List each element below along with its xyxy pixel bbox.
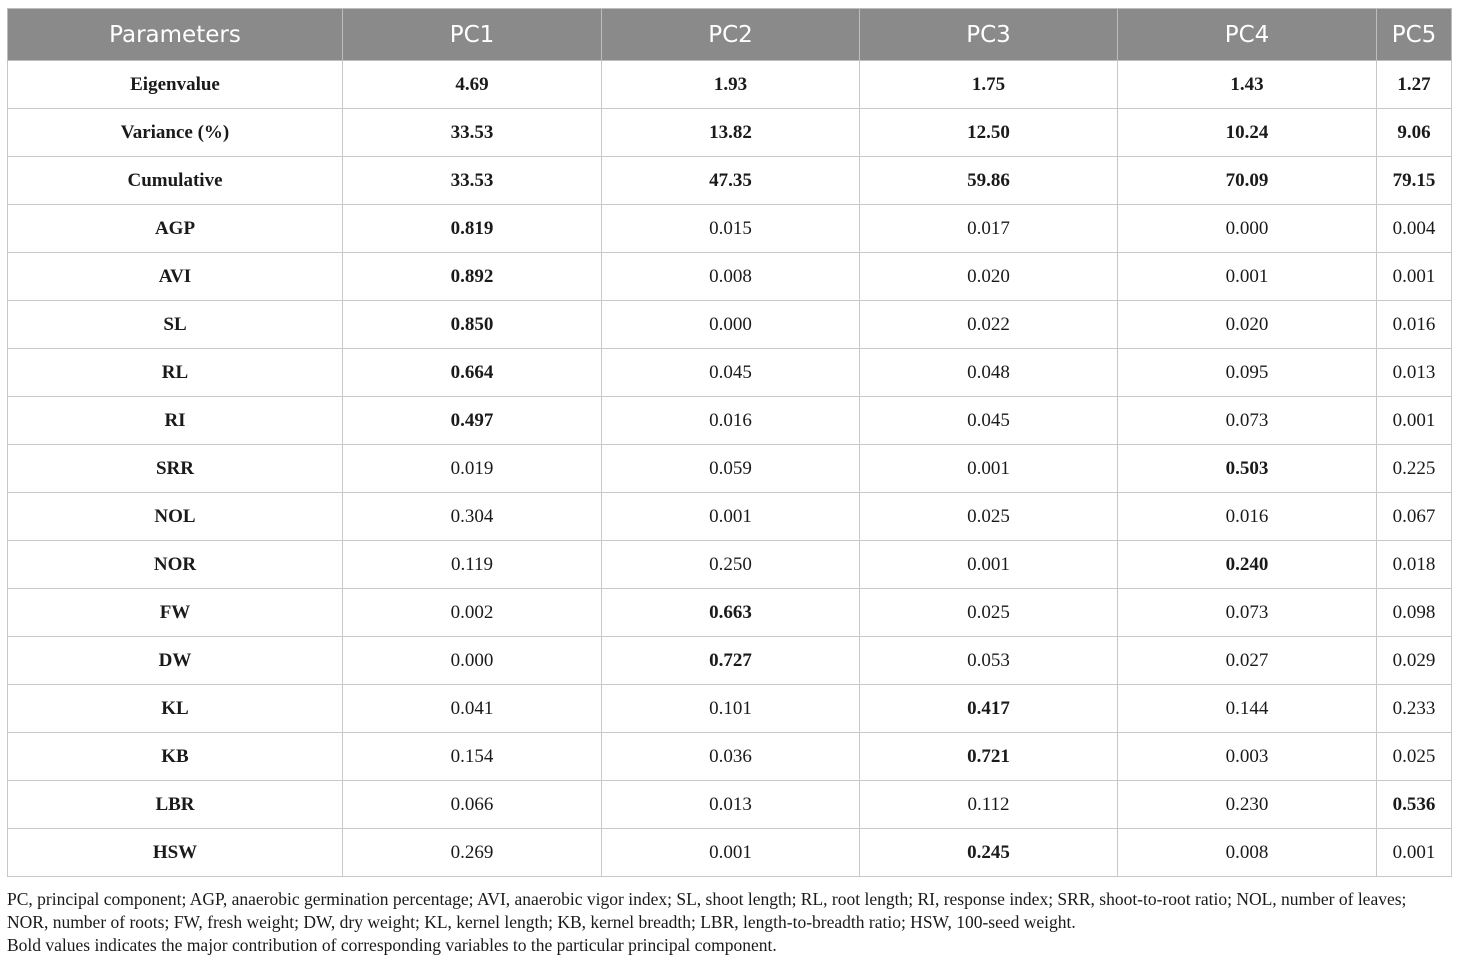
cell-pc5: 0.098 <box>1377 589 1452 637</box>
header-pc4: PC4 <box>1118 9 1377 61</box>
cell-pc1: 4.69 <box>343 61 602 109</box>
cell-pc3: 0.001 <box>860 541 1118 589</box>
cell-pc1: 0.497 <box>343 397 602 445</box>
row-label: Variance (%) <box>8 109 343 157</box>
abbreviations-note: PC, principal component; AGP, anaerobic germination percentage; AVI, anaerobic vigor index; SL, shoot length; RL, root length; RI, response index; SRR, shoot-to-root ratio; NOL, number of leaves; NOR, number of roots; FW, fresh weight; DW, dry weight; KL, kernel length; KB, kernel breadth; LBR, length-to-breadth ratio; HSW, 100-seed weight. <box>7 889 1407 932</box>
cell-pc2: 13.82 <box>602 109 860 157</box>
row-label: KL <box>8 685 343 733</box>
cell-pc5: 0.067 <box>1377 493 1452 541</box>
cell-pc2: 0.101 <box>602 685 860 733</box>
table-row <box>8 397 1452 445</box>
cell-pc3: 0.245 <box>860 829 1118 877</box>
cell-pc2: 0.013 <box>602 781 860 829</box>
cell-pc5: 0.001 <box>1377 253 1452 301</box>
header-pc1: PC1 <box>343 9 602 61</box>
row-label: RI <box>8 397 343 445</box>
cell-pc1: 0.119 <box>343 541 602 589</box>
cell-pc3: 0.025 <box>860 493 1118 541</box>
row-label: SL <box>8 301 343 349</box>
cell-pc5: 0.025 <box>1377 733 1452 781</box>
row-label: FW <box>8 589 343 637</box>
table-row <box>8 589 1452 637</box>
row-label: AGP <box>8 205 343 253</box>
pca-table <box>7 8 1452 877</box>
bold-values-note: Bold values indicates the major contribution of corresponding variables to the particular principal component. <box>7 935 777 955</box>
cell-pc3: 0.020 <box>860 253 1118 301</box>
cell-pc5: 0.013 <box>1377 349 1452 397</box>
cell-pc1: 33.53 <box>343 157 602 205</box>
cell-pc3: 0.721 <box>860 733 1118 781</box>
cell-pc4: 0.003 <box>1118 733 1377 781</box>
row-label: DW <box>8 637 343 685</box>
cell-pc4: 0.073 <box>1118 397 1377 445</box>
cell-pc4: 0.008 <box>1118 829 1377 877</box>
row-label: HSW <box>8 829 343 877</box>
cell-pc2: 47.35 <box>602 157 860 205</box>
cell-pc3: 0.017 <box>860 205 1118 253</box>
header-pc2: PC2 <box>602 9 860 61</box>
cell-pc2: 0.000 <box>602 301 860 349</box>
row-label: Cumulative <box>8 157 343 205</box>
header-pc5: PC5 <box>1377 9 1452 61</box>
cell-pc5: 0.225 <box>1377 445 1452 493</box>
cell-pc5: 0.018 <box>1377 541 1452 589</box>
cell-pc1: 0.002 <box>343 589 602 637</box>
header-pc3: PC3 <box>860 9 1118 61</box>
cell-pc4: 0.027 <box>1118 637 1377 685</box>
table-row <box>8 349 1452 397</box>
cell-pc1: 0.154 <box>343 733 602 781</box>
cell-pc1: 0.304 <box>343 493 602 541</box>
cell-pc5: 0.029 <box>1377 637 1452 685</box>
table-row <box>8 829 1452 877</box>
cell-pc4: 0.095 <box>1118 349 1377 397</box>
table-header-row <box>8 9 1452 61</box>
table-row <box>8 637 1452 685</box>
cell-pc4: 0.073 <box>1118 589 1377 637</box>
cell-pc3: 1.75 <box>860 61 1118 109</box>
cell-pc2: 1.93 <box>602 61 860 109</box>
row-label: RL <box>8 349 343 397</box>
table-row <box>8 685 1452 733</box>
pca-table-container <box>7 8 1451 877</box>
table-row <box>8 493 1452 541</box>
table-row <box>8 157 1452 205</box>
cell-pc1: 0.000 <box>343 637 602 685</box>
cell-pc2: 0.016 <box>602 397 860 445</box>
cell-pc2: 0.045 <box>602 349 860 397</box>
row-label: AVI <box>8 253 343 301</box>
cell-pc2: 0.015 <box>602 205 860 253</box>
table-row <box>8 445 1452 493</box>
cell-pc3: 12.50 <box>860 109 1118 157</box>
cell-pc3: 0.417 <box>860 685 1118 733</box>
table-row <box>8 733 1452 781</box>
cell-pc1: 0.819 <box>343 205 602 253</box>
cell-pc4: 0.001 <box>1118 253 1377 301</box>
cell-pc1: 0.892 <box>343 253 602 301</box>
cell-pc4: 70.09 <box>1118 157 1377 205</box>
cell-pc4: 10.24 <box>1118 109 1377 157</box>
cell-pc2: 0.008 <box>602 253 860 301</box>
cell-pc2: 0.036 <box>602 733 860 781</box>
cell-pc1: 0.066 <box>343 781 602 829</box>
cell-pc5: 0.001 <box>1377 397 1452 445</box>
row-label: NOL <box>8 493 343 541</box>
cell-pc3: 0.025 <box>860 589 1118 637</box>
cell-pc1: 33.53 <box>343 109 602 157</box>
cell-pc4: 0.016 <box>1118 493 1377 541</box>
table-row <box>8 205 1452 253</box>
row-label: NOR <box>8 541 343 589</box>
cell-pc3: 0.045 <box>860 397 1118 445</box>
row-label: KB <box>8 733 343 781</box>
cell-pc5: 0.233 <box>1377 685 1452 733</box>
cell-pc5: 0.001 <box>1377 829 1452 877</box>
cell-pc1: 0.019 <box>343 445 602 493</box>
table-row <box>8 541 1452 589</box>
cell-pc5: 0.004 <box>1377 205 1452 253</box>
cell-pc1: 0.269 <box>343 829 602 877</box>
cell-pc5: 1.27 <box>1377 61 1452 109</box>
row-label: LBR <box>8 781 343 829</box>
table-row <box>8 253 1452 301</box>
cell-pc1: 0.041 <box>343 685 602 733</box>
cell-pc3: 0.001 <box>860 445 1118 493</box>
cell-pc4: 1.43 <box>1118 61 1377 109</box>
table-footnotes <box>7 888 1451 957</box>
cell-pc3: 0.053 <box>860 637 1118 685</box>
table-row <box>8 109 1452 157</box>
cell-pc2: 0.727 <box>602 637 860 685</box>
cell-pc3: 0.048 <box>860 349 1118 397</box>
table-row <box>8 301 1452 349</box>
cell-pc4: 0.000 <box>1118 205 1377 253</box>
cell-pc3: 59.86 <box>860 157 1118 205</box>
cell-pc4: 0.230 <box>1118 781 1377 829</box>
cell-pc2: 0.663 <box>602 589 860 637</box>
row-label: Eigenvalue <box>8 61 343 109</box>
cell-pc1: 0.664 <box>343 349 602 397</box>
cell-pc5: 0.016 <box>1377 301 1452 349</box>
cell-pc5: 79.15 <box>1377 157 1452 205</box>
cell-pc3: 0.112 <box>860 781 1118 829</box>
cell-pc4: 0.020 <box>1118 301 1377 349</box>
table-row <box>8 781 1452 829</box>
cell-pc4: 0.240 <box>1118 541 1377 589</box>
table-row <box>8 61 1452 109</box>
cell-pc2: 0.059 <box>602 445 860 493</box>
cell-pc2: 0.001 <box>602 829 860 877</box>
cell-pc2: 0.250 <box>602 541 860 589</box>
table-body <box>8 61 1452 877</box>
cell-pc5: 0.536 <box>1377 781 1452 829</box>
cell-pc4: 0.503 <box>1118 445 1377 493</box>
cell-pc5: 9.06 <box>1377 109 1452 157</box>
cell-pc2: 0.001 <box>602 493 860 541</box>
cell-pc1: 0.850 <box>343 301 602 349</box>
header-parameters: Parameters <box>8 9 343 61</box>
row-label: SRR <box>8 445 343 493</box>
cell-pc3: 0.022 <box>860 301 1118 349</box>
cell-pc4: 0.144 <box>1118 685 1377 733</box>
